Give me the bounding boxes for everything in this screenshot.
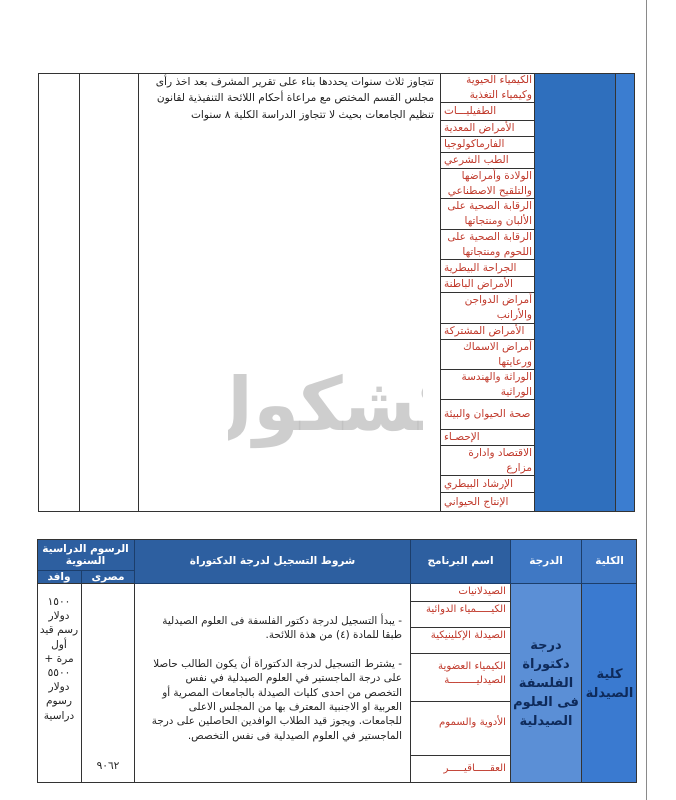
programs-cell	[411, 584, 511, 783]
list-item: أمراض الاسماك ورعايتها	[441, 340, 534, 370]
annual-fees-header: الرسوم الدراسية السنوية	[37, 539, 135, 571]
degree-cell	[535, 73, 616, 512]
list-item: الفارماكولوجيا	[441, 137, 534, 153]
list-item: الطب الشرعي	[441, 153, 534, 169]
pharmacy-doctorate-table	[37, 539, 637, 783]
registration-conditions-cell	[139, 73, 441, 512]
list-item: الكيمياء الحيوية وكيمياء التغذية	[441, 73, 534, 103]
list-item: صحة الحيوان والبيئة	[441, 400, 534, 430]
egyptian-fee-cell	[82, 584, 135, 783]
list-item: الأمراض المعدية	[441, 121, 534, 137]
egyptian-fee-value: ٩٠٦٢	[96, 760, 120, 772]
conditions-cell	[135, 584, 411, 783]
fee-line: ٥٥٠٠	[47, 667, 71, 680]
program-names-cell	[441, 73, 535, 512]
foreign-fee-cell	[37, 584, 82, 783]
registration-conditions-header: شروط التسجيل لدرجة الدكتوراة	[135, 539, 411, 584]
egyptian-fees-cell	[80, 73, 139, 512]
list-item: الصيدلانيات	[411, 584, 510, 602]
list-item: الصيدلة الإكلينيكية	[411, 628, 510, 654]
egyptian-subheader: مصرى	[82, 571, 135, 584]
list-item: الإرشاد البيطري	[441, 476, 534, 493]
program-name-header: اسم البرنامج	[411, 539, 511, 584]
condition-paragraph: - يشترط التسجيل لدرجة الدكتوراة أن يكون الطالب حاصلا على درجة الماجستير في العلوم الصيدلية في نفس التخصص من احدى كليات الصيدلة بالجامعات المصرية أو العربية او الاجنبية المعترف بها من المجلس الاعلى للجامعات. ويجوز قيد الطلاب الوافدين الحاصلين على درجة الماجستير في العلوم الصيدلية فى نفس التخصص.	[151, 657, 402, 742]
list-item: الجراحة البيطرية	[441, 260, 534, 277]
faculty-header: الكلية	[582, 539, 637, 584]
faculty-name-cell: كلية الصيدلة	[582, 584, 637, 783]
list-item: الكيمياء العضوية الصيدليـــــــــة	[411, 654, 510, 702]
list-item: الإحصـاء	[441, 430, 534, 446]
list-item: الكيـــــمياء الدوائية	[411, 602, 510, 628]
fee-line: أول	[51, 638, 67, 651]
list-item: الأمراض الباطنة	[441, 277, 534, 293]
list-item: الرقابة الصحية على الألبان ومنتجاتها	[441, 199, 534, 230]
watermark-text: شكو	[253, 362, 418, 448]
list-item: الأمراض المشتركة	[441, 324, 534, 340]
fee-line: رسوم	[45, 695, 73, 708]
fee-line: رسم قيد	[39, 624, 79, 637]
list-item: الاقتصاد وادارة مزارع	[441, 446, 534, 476]
program-list	[441, 73, 534, 512]
fee-line: دولار	[48, 681, 70, 694]
fee-line: ١٥٠٠	[47, 596, 71, 608]
list-item: الطفيليـــات	[441, 103, 534, 121]
list-item: العقـــــاقيـــــر	[443, 763, 506, 774]
list-item: أمراض الدواجن والأرانب	[441, 293, 534, 324]
degree-header: الدرجة	[511, 539, 582, 584]
condition-paragraph: - يبدأ التسجيل لدرجة دكتور الفلسفة فى العلوم الصيدلية طبقا للمادة (٤) من هذة اللائحة.	[162, 615, 402, 642]
fee-line: دولار	[48, 610, 70, 623]
foreign-fees-cell	[38, 73, 80, 512]
fee-line: مرة +	[44, 652, 74, 665]
fee-line: دراسية	[43, 709, 75, 722]
list-item: الرقابة الصحية على اللحوم ومنتجاتها	[441, 230, 534, 260]
doctorate-programs-table-continued	[38, 73, 635, 512]
degree-name-cell: درجة دكتوراة الفلسفة فى العلوم الصيدلية	[511, 584, 582, 783]
list-item: الوراثة والهندسة الوراثية	[441, 370, 534, 400]
foreign-subheader: وافد	[37, 571, 82, 584]
faculty-cell	[616, 73, 635, 512]
duration-conditions-text: تتجاوز ثلاث سنوات يحددها بناء على تقرير المشرف بعد اخذ رأى مجلس القسم المختص مع مراعاة أحكام اللائحة التنفيذية لقانون تنظيم الجامعات بحيث لا تتجاوز الدراسة الكلية ٨ سنوات	[155, 76, 434, 121]
list-item: الأدوية والسموم	[411, 702, 510, 756]
conditions-text	[135, 614, 410, 757]
list-item: الولادة وأمراضها والتلقيح الاصطناعي	[441, 169, 534, 199]
list-item: الإنتاج الحيواني	[444, 496, 509, 508]
